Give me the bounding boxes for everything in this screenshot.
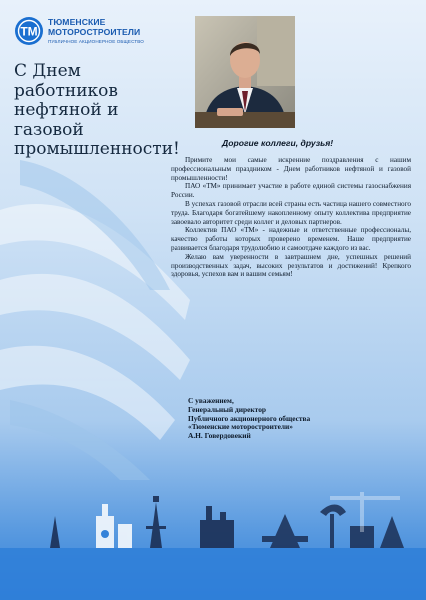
- tm-logo-icon: [14, 16, 44, 46]
- letter-paragraph: Желаю вам уверенности в завтрашнем дне, успешных решений производственных задач, высоких результатов и достижений! Крепкого здоровья, успехов вам и вашим семьям!: [171, 252, 411, 279]
- headline-line: газовой: [14, 119, 84, 140]
- letter-paragraph: В успехах газовой отрасли всей страны есть частица нашего совместного труда. Благодаря богатейшему накопленному опыту коллектива предприятие завоевало авторитет среди коллег и деловых партнеров.: [171, 199, 411, 226]
- logo-line1: ТЮМЕНСКИЕ: [48, 17, 106, 27]
- signature-line: С уважением,: [188, 396, 234, 405]
- signature-line: «Тюменские моторостроители»: [188, 422, 293, 432]
- greeting-heading: Дорогие коллеги, друзья!: [222, 138, 334, 148]
- signature-block: [188, 397, 408, 441]
- director-portrait: [195, 16, 295, 128]
- company-logo: [14, 14, 154, 50]
- turbine-blades-graphic: [0, 150, 190, 480]
- logo-line3: ПУБЛИЧНОЕ АКЦИОНЕРНОЕ ОБЩЕСТВО: [48, 39, 144, 44]
- headline-line: работников: [14, 80, 118, 101]
- letter-paragraph: Коллектив ПАО «ТМ» - надежные и ответственные профессионалы, качество работы которых проверено временем. Наше предприятие развивается благодаря трудолюбию и самоотдаче каждого из вас.: [171, 226, 411, 252]
- letter-paragraph: ПАО «ТМ» принимает участие в работе единой системы газоснабжения России.: [171, 182, 411, 200]
- oil-gas-industry-silhouettes: [0, 486, 426, 600]
- letter-paragraph: Примите мои самые искренние поздравления с нашим профессиональным праздником - Днем работников нефтяной и газовой промышленности!: [171, 156, 411, 182]
- headline-line: С Днем: [14, 61, 81, 81]
- signature-line: Генеральный директор: [188, 404, 267, 414]
- logo-monogram: TM: [20, 24, 38, 39]
- headline: [14, 62, 189, 160]
- signature-line: А.Н. Говердовекий: [188, 431, 251, 441]
- logo-line2: МОТОРОСТРОИТЕЛИ: [48, 27, 141, 37]
- headline-line: нефтяной и: [14, 100, 119, 120]
- signature-line: Публичного акционерного общества: [188, 413, 311, 423]
- letter-body: [171, 156, 411, 279]
- headline-line: промышленности!: [14, 139, 180, 159]
